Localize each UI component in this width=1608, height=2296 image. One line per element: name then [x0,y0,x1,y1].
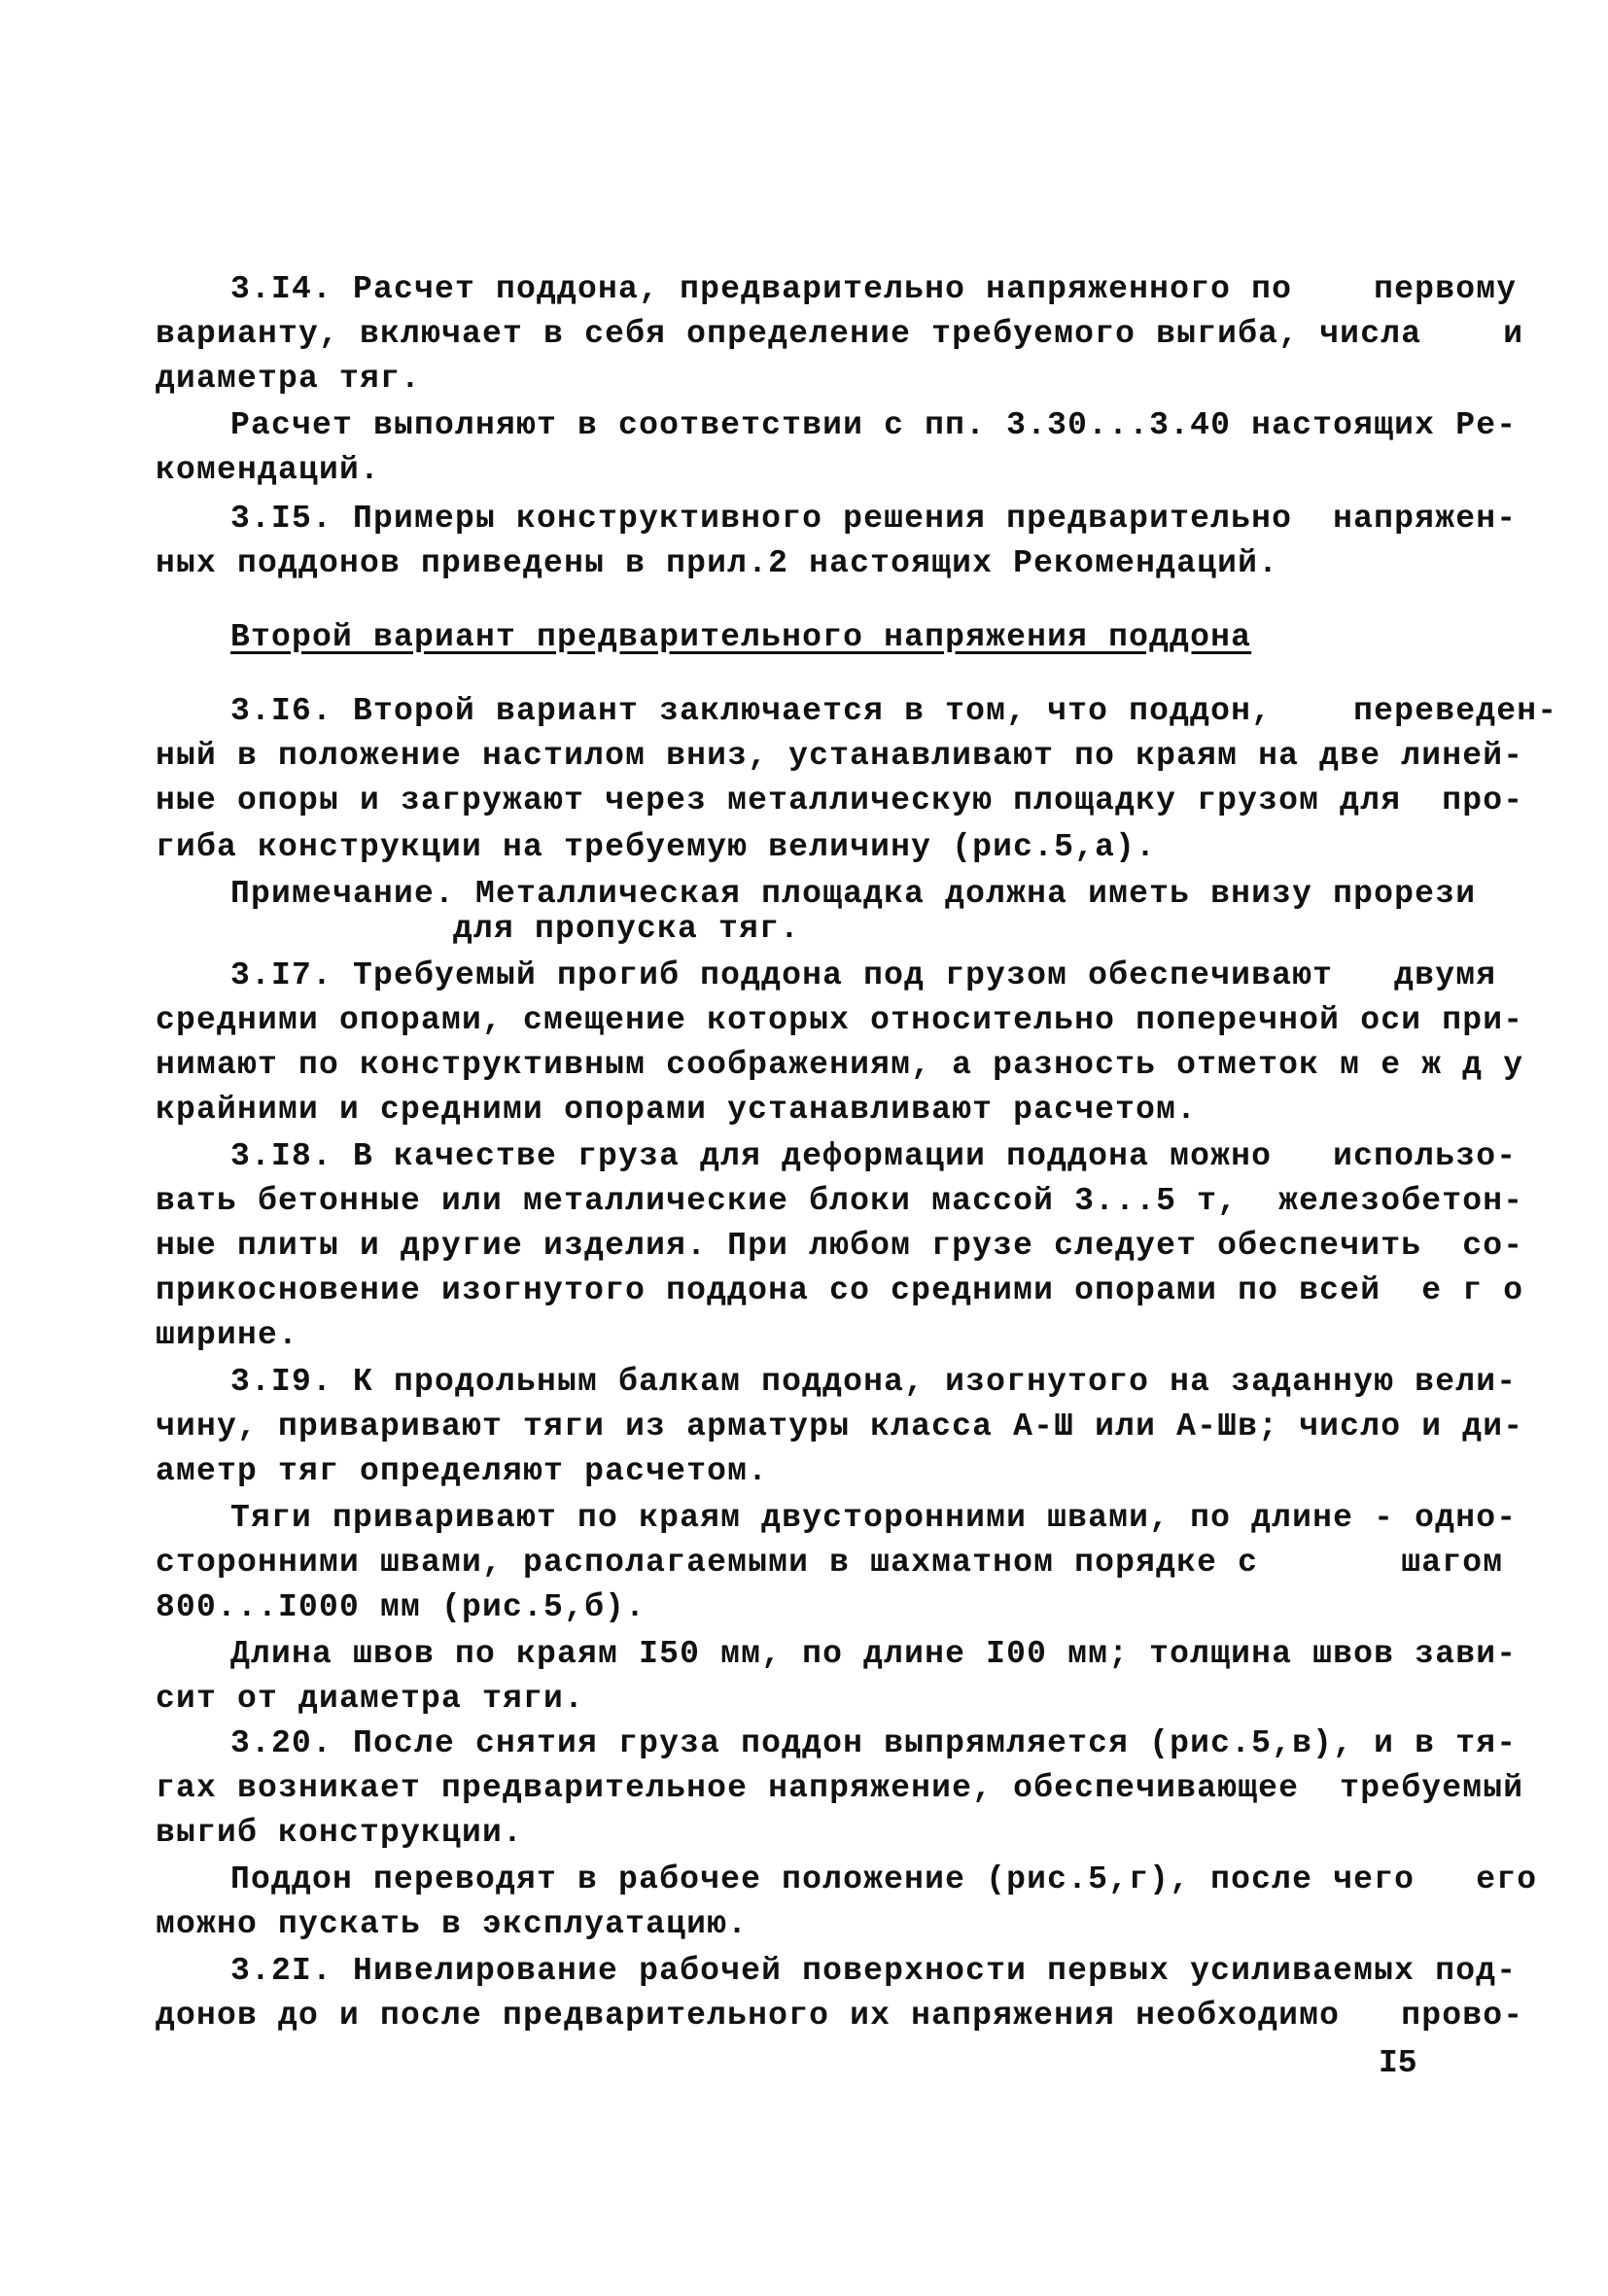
text-line: диаметра тяг. [156,361,422,397]
text-line: гиба конструкции на требуемую величину (рис.5,а). [156,829,1157,865]
page-number: I5 [1379,2045,1417,2081]
text-line: комендаций. [156,452,381,488]
text-line: сит от диаметра тяги. [156,1681,585,1717]
text-line: ширине. [156,1317,299,1353]
text-line: гах возникает предварительное напряжение, обеспечивающее требуемый [156,1770,1524,1806]
text-line: Расчет выполняют в соответствии с пп. 3.30...3.40 настоящих Ре- [230,407,1518,443]
section-heading: Второй вариант предварительного напряжения поддона [230,619,1252,655]
text-line: варианту, включает в себя определение требуемого выгиба, числа и [156,316,1524,352]
text-line: 3.20. После снятия груза поддон выпрямляется (рис.5,в), и в тя- [230,1725,1518,1761]
note-line: Примечание. Металлическая площадка должна иметь внизу прорези [230,876,1477,912]
text-line: ные опоры и загружают через металлическую площадку грузом для про- [156,783,1524,818]
text-line: ные плиты и другие изделия. При любом грузе следует обеспечить со- [156,1228,1524,1264]
note-line: для пропуска тяг. [453,911,801,947]
text-line: 3.I6. Второй вариант заключается в том, что поддон, переведен- [230,693,1558,729]
text-line: 800...I000 мм (рис.5,б). [156,1589,647,1625]
text-line: 3.I8. В качестве груза для деформации поддона можно использо- [230,1138,1518,1174]
text-line: ный в положение настилом вниз, устанавливают по краям на две линей- [156,738,1524,774]
text-line: донов до и после предварительного их напряжения необходимо прово- [156,1998,1524,2034]
text-line: Поддон переводят в рабочее положение (рис.5,г), после чего его [230,1861,1538,1897]
text-line: Тяги приваривают по краям двусторонними швами, по длине - одно- [230,1500,1518,1536]
text-line: 3.I5. Примеры конструктивного решения предварительно напряжен- [230,501,1518,537]
text-line: Длина швов по краям I50 мм, по длине I00 мм; толщина швов зави- [230,1636,1518,1672]
text-line: аметр тяг определяют расчетом. [156,1453,769,1489]
text-line: 3.I4. Расчет поддона, предварительно напряженного по первому [230,271,1518,307]
text-line: чину, приваривают тяги из арматуры класса А-Ш или А-Шв; число и ди- [156,1409,1524,1444]
text-line: прикосновение изогнутого поддона со средними опорами по всей е г о [156,1272,1524,1308]
text-line: крайними и средними опорами устанавливают расчетом. [156,1092,1198,1128]
text-line: 3.I7. Требуемый прогиб поддона под грузом обеспечивают двумя [230,957,1497,993]
text-line: сторонними швами, располагаемыми в шахматном порядке с шагом [156,1545,1504,1581]
text-line: ных поддонов приведены в прил.2 настоящих Рекомендаций. [156,545,1279,581]
text-line: можно пускать в эксплуатацию. [156,1906,749,1942]
text-line: нимают по конструктивным соображениям, а разность отметок м е ж д у [156,1047,1524,1083]
text-line: вать бетонные или металлические блоки массой 3...5 т, железобетон- [156,1183,1524,1219]
text-line: 3.2I. Нивелирование рабочей поверхности первых усиливаемых под- [230,1953,1518,1989]
text-line: средними опорами, смещение которых относительно поперечной оси при- [156,1002,1524,1038]
text-line: выгиб конструкции. [156,1815,524,1851]
text-line: 3.I9. К продольным балкам поддона, изогнутого на заданную вели- [230,1364,1518,1400]
